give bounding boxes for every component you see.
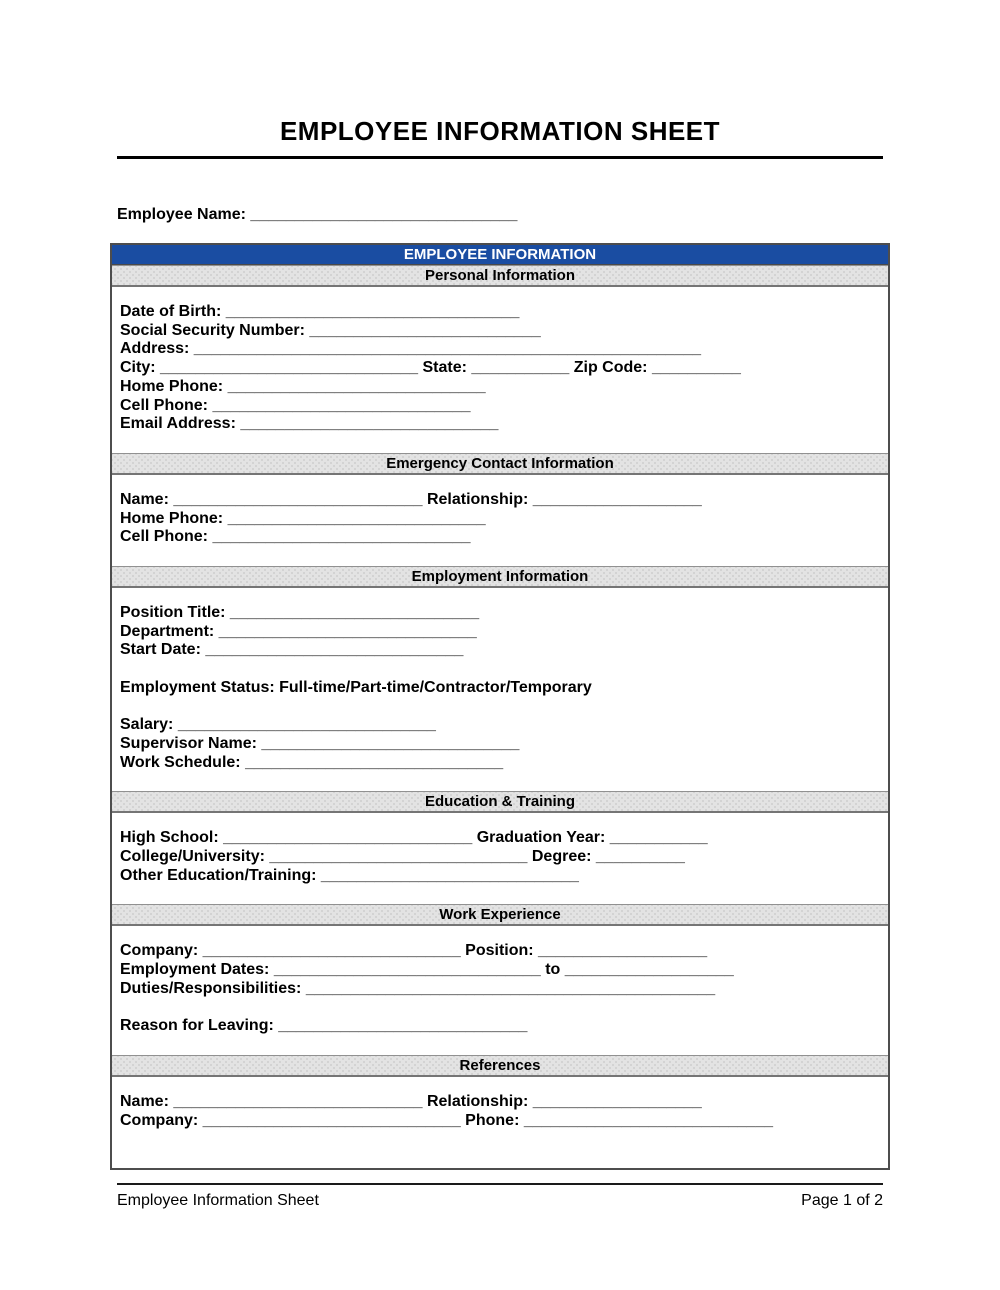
section-header: Emergency Contact Information (112, 453, 888, 475)
form-line: Home Phone: _____________________________ (120, 509, 486, 527)
form-line: Other Education/Training: _____________________________ (120, 866, 579, 884)
form-line-spacer (120, 999, 880, 1018)
section-body (112, 588, 888, 791)
form-line: Name: ____________________________ Relationship: ___________________ (120, 1092, 702, 1110)
section-header: Work Experience (112, 904, 888, 926)
footer-document-name: Employee Information Sheet (117, 1192, 319, 1210)
form-line: Work Schedule: _____________________________ (120, 753, 504, 771)
footer (117, 1191, 883, 1210)
form-line: Date of Birth: _________________________________ (120, 303, 520, 320)
form-line: Reason for Leaving: ____________________________ (120, 1017, 528, 1035)
footer-rule (117, 1183, 883, 1185)
form-line: Social Security Number: __________________________ (120, 321, 541, 339)
table-sections (112, 265, 888, 1168)
employee-name-line: Employee Name: ______________________________ (117, 206, 518, 223)
section-body (112, 926, 888, 1055)
form-line: Cell Phone: _____________________________ (120, 528, 471, 546)
form-line: Email Address: _____________________________ (120, 415, 499, 433)
form-line: Salary: _____________________________ (120, 716, 436, 734)
section-body (112, 287, 888, 453)
form-line: Position Title: ____________________________ (120, 604, 480, 622)
form-line: Supervisor Name: _____________________________ (120, 734, 520, 752)
form-line: City: _____________________________ State: ___________ Zip Code: __________ (120, 359, 741, 377)
form-line: Start Date: _____________________________ (120, 641, 464, 659)
section-header: References (112, 1055, 888, 1077)
section-header: Education & Training (112, 791, 888, 813)
employee-information-table (110, 243, 890, 1170)
form-line-spacer (120, 660, 880, 679)
page-title: EMPLOYEE INFORMATION SHEET (279, 116, 721, 146)
section-body (112, 1077, 888, 1168)
form-line-spacer (120, 1130, 880, 1149)
form-line: Employment Dates: ______________________________ to ___________________ (120, 961, 734, 979)
form-line: College/University: _____________________________ Degree: __________ (120, 848, 685, 866)
section-header: Personal Information (112, 265, 888, 287)
form-line: Home Phone: _____________________________ (120, 377, 486, 395)
section-body (112, 813, 888, 904)
form-line-spacer (120, 698, 880, 717)
section-body (112, 475, 888, 566)
form-line: Company: _____________________________ Position: ___________________ (120, 942, 708, 960)
form-line: Address: _________________________________________________________ (120, 340, 702, 358)
table-header: EMPLOYEE INFORMATION (112, 245, 888, 265)
form-line: Company: _____________________________ Phone: ____________________________ (120, 1111, 773, 1129)
form-line: Name: ____________________________ Relationship: ___________________ (120, 490, 702, 508)
form-line: Department: _____________________________ (120, 622, 477, 640)
section-header: Employment Information (112, 566, 888, 588)
footer-page-number: Page 1 of 2 (801, 1192, 883, 1210)
title-rule (117, 156, 883, 159)
form-line: Duties/Responsibilities: ______________________________________________ (120, 979, 716, 997)
form-line: Employment Status: Full-time/Part-time/Contractor/Temporary (120, 678, 592, 696)
form-line: Cell Phone: _____________________________ (120, 396, 471, 414)
form-line: High School: ____________________________ Graduation Year: ___________ (120, 829, 708, 847)
